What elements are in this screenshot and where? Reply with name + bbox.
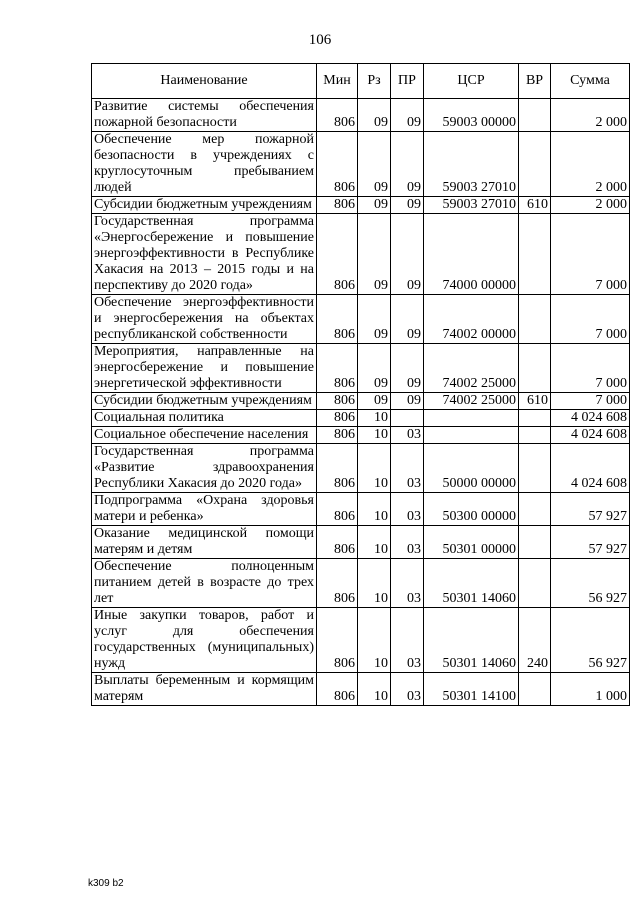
row-vr — [519, 559, 551, 608]
header-rz: Рз — [358, 64, 391, 99]
row-rz: 09 — [358, 214, 391, 295]
row-csr: 59003 27010 — [424, 197, 519, 214]
row-vr — [519, 673, 551, 706]
row-pr: 03 — [391, 493, 424, 526]
row-rz: 10 — [358, 559, 391, 608]
row-sum: 7 000 — [551, 393, 630, 410]
row-name: Государственная программа «Развитие здравоохранения Республики Хакасия до 2020 года» — [92, 444, 317, 493]
row-rz: 09 — [358, 99, 391, 132]
row-csr: 50301 14100 — [424, 673, 519, 706]
table-row — [92, 99, 630, 132]
row-pr: 03 — [391, 444, 424, 493]
row-pr: 03 — [391, 427, 424, 444]
row-rz: 09 — [358, 295, 391, 344]
row-sum: 56 927 — [551, 559, 630, 608]
row-pr: 03 — [391, 526, 424, 559]
row-name: Развитие системы обеспечения пожарной безопасности — [92, 99, 317, 132]
row-min: 806 — [317, 444, 358, 493]
row-pr: 09 — [391, 295, 424, 344]
budget-table — [91, 63, 630, 706]
row-name: Субсидии бюджетным учреждениям — [92, 197, 317, 214]
row-csr: 59003 27010 — [424, 132, 519, 197]
row-vr — [519, 344, 551, 393]
row-name: Мероприятия, направленные на энергосбережение и повышение энергетической эффективности — [92, 344, 317, 393]
table-row — [92, 295, 630, 344]
row-min: 806 — [317, 393, 358, 410]
row-rz: 10 — [358, 526, 391, 559]
row-pr: 09 — [391, 393, 424, 410]
table-row — [92, 608, 630, 673]
row-vr — [519, 493, 551, 526]
row-min: 806 — [317, 344, 358, 393]
row-csr: 74000 00000 — [424, 214, 519, 295]
row-min: 806 — [317, 427, 358, 444]
row-min: 806 — [317, 410, 358, 427]
row-min: 806 — [317, 608, 358, 673]
row-vr — [519, 132, 551, 197]
row-name: Обеспечение полноценным питанием детей в возрасте до трех лет — [92, 559, 317, 608]
table-row — [92, 526, 630, 559]
footer-code: k309 b2 — [88, 878, 124, 889]
row-name: Субсидии бюджетным учреждениям — [92, 393, 317, 410]
row-csr: 74002 25000 — [424, 393, 519, 410]
row-sum: 7 000 — [551, 344, 630, 393]
row-pr: 03 — [391, 559, 424, 608]
row-csr: 74002 00000 — [424, 295, 519, 344]
header-name: Наименование — [92, 64, 317, 99]
row-vr: 610 — [519, 393, 551, 410]
table-row — [92, 214, 630, 295]
row-vr — [519, 99, 551, 132]
row-rz: 10 — [358, 608, 391, 673]
table-row — [92, 673, 630, 706]
row-csr: 50000 00000 — [424, 444, 519, 493]
row-pr: 09 — [391, 99, 424, 132]
page-number: 106 — [308, 32, 332, 48]
row-sum: 2 000 — [551, 99, 630, 132]
header-vr: ВР — [519, 64, 551, 99]
row-csr: 50300 00000 — [424, 493, 519, 526]
row-sum: 57 927 — [551, 526, 630, 559]
row-rz: 10 — [358, 427, 391, 444]
table-row — [92, 410, 630, 427]
header-min: Мин — [317, 64, 358, 99]
row-min: 806 — [317, 99, 358, 132]
row-vr — [519, 410, 551, 427]
row-pr: 09 — [391, 214, 424, 295]
header-sum: Сумма — [551, 64, 630, 99]
row-name: Государственная программа «Энергосбережение и повышение энергоэффективности в Республике Хакасия на 2013 – 2015 годы и на перспективу до 2020 года» — [92, 214, 317, 295]
row-name: Выплаты беременным и кормящим матерям — [92, 673, 317, 706]
row-rz: 10 — [358, 410, 391, 427]
row-csr: 50301 14060 — [424, 559, 519, 608]
table-header-row — [92, 64, 630, 99]
row-pr: 03 — [391, 673, 424, 706]
row-vr: 610 — [519, 197, 551, 214]
row-name: Оказание медицинской помощи матерям и детям — [92, 526, 317, 559]
row-min: 806 — [317, 295, 358, 344]
table-row — [92, 444, 630, 493]
table-row — [92, 559, 630, 608]
row-name: Подпрограмма «Охрана здоровья матери и ребенка» — [92, 493, 317, 526]
row-vr — [519, 444, 551, 493]
row-csr: 59003 00000 — [424, 99, 519, 132]
table-row — [92, 344, 630, 393]
row-vr — [519, 214, 551, 295]
row-sum: 4 024 608 — [551, 410, 630, 427]
row-csr: 50301 14060 — [424, 608, 519, 673]
row-sum: 4 024 608 — [551, 427, 630, 444]
header-csr: ЦСР — [424, 64, 519, 99]
row-sum: 4 024 608 — [551, 444, 630, 493]
row-name: Социальное обеспечение населения — [92, 427, 317, 444]
row-min: 806 — [317, 214, 358, 295]
row-pr: 03 — [391, 608, 424, 673]
row-rz: 10 — [358, 444, 391, 493]
row-pr: 09 — [391, 132, 424, 197]
row-min: 806 — [317, 197, 358, 214]
row-pr — [391, 410, 424, 427]
table-row — [92, 493, 630, 526]
row-vr — [519, 427, 551, 444]
row-rz: 10 — [358, 493, 391, 526]
row-name: Обеспечение мер пожарной безопасности в учреждениях с круглосуточным пребыванием людей — [92, 132, 317, 197]
row-min: 806 — [317, 526, 358, 559]
row-min: 806 — [317, 493, 358, 526]
table-row — [92, 393, 630, 410]
row-min: 806 — [317, 559, 358, 608]
row-min: 806 — [317, 673, 358, 706]
row-rz: 09 — [358, 197, 391, 214]
row-vr — [519, 526, 551, 559]
row-csr: 74002 25000 — [424, 344, 519, 393]
row-sum: 7 000 — [551, 295, 630, 344]
row-pr: 09 — [391, 344, 424, 393]
row-sum: 2 000 — [551, 197, 630, 214]
table-row — [92, 197, 630, 214]
row-rz: 09 — [358, 344, 391, 393]
header-pr: ПР — [391, 64, 424, 99]
row-name: Социальная политика — [92, 410, 317, 427]
row-name: Иные закупки товаров, работ и услуг для обеспечения государственных (муниципальных) нужд — [92, 608, 317, 673]
row-rz: 10 — [358, 673, 391, 706]
row-csr — [424, 427, 519, 444]
table-row — [92, 427, 630, 444]
table-row — [92, 132, 630, 197]
row-csr: 50301 00000 — [424, 526, 519, 559]
row-sum: 7 000 — [551, 214, 630, 295]
row-sum: 2 000 — [551, 132, 630, 197]
row-csr — [424, 410, 519, 427]
row-vr — [519, 295, 551, 344]
row-sum: 56 927 — [551, 608, 630, 673]
row-sum: 1 000 — [551, 673, 630, 706]
row-rz: 09 — [358, 132, 391, 197]
row-rz: 09 — [358, 393, 391, 410]
row-pr: 09 — [391, 197, 424, 214]
row-min: 806 — [317, 132, 358, 197]
row-name: Обеспечение энергоэффективности и энергосбережения на объектах республиканской собственности — [92, 295, 317, 344]
row-vr: 240 — [519, 608, 551, 673]
row-sum: 57 927 — [551, 493, 630, 526]
